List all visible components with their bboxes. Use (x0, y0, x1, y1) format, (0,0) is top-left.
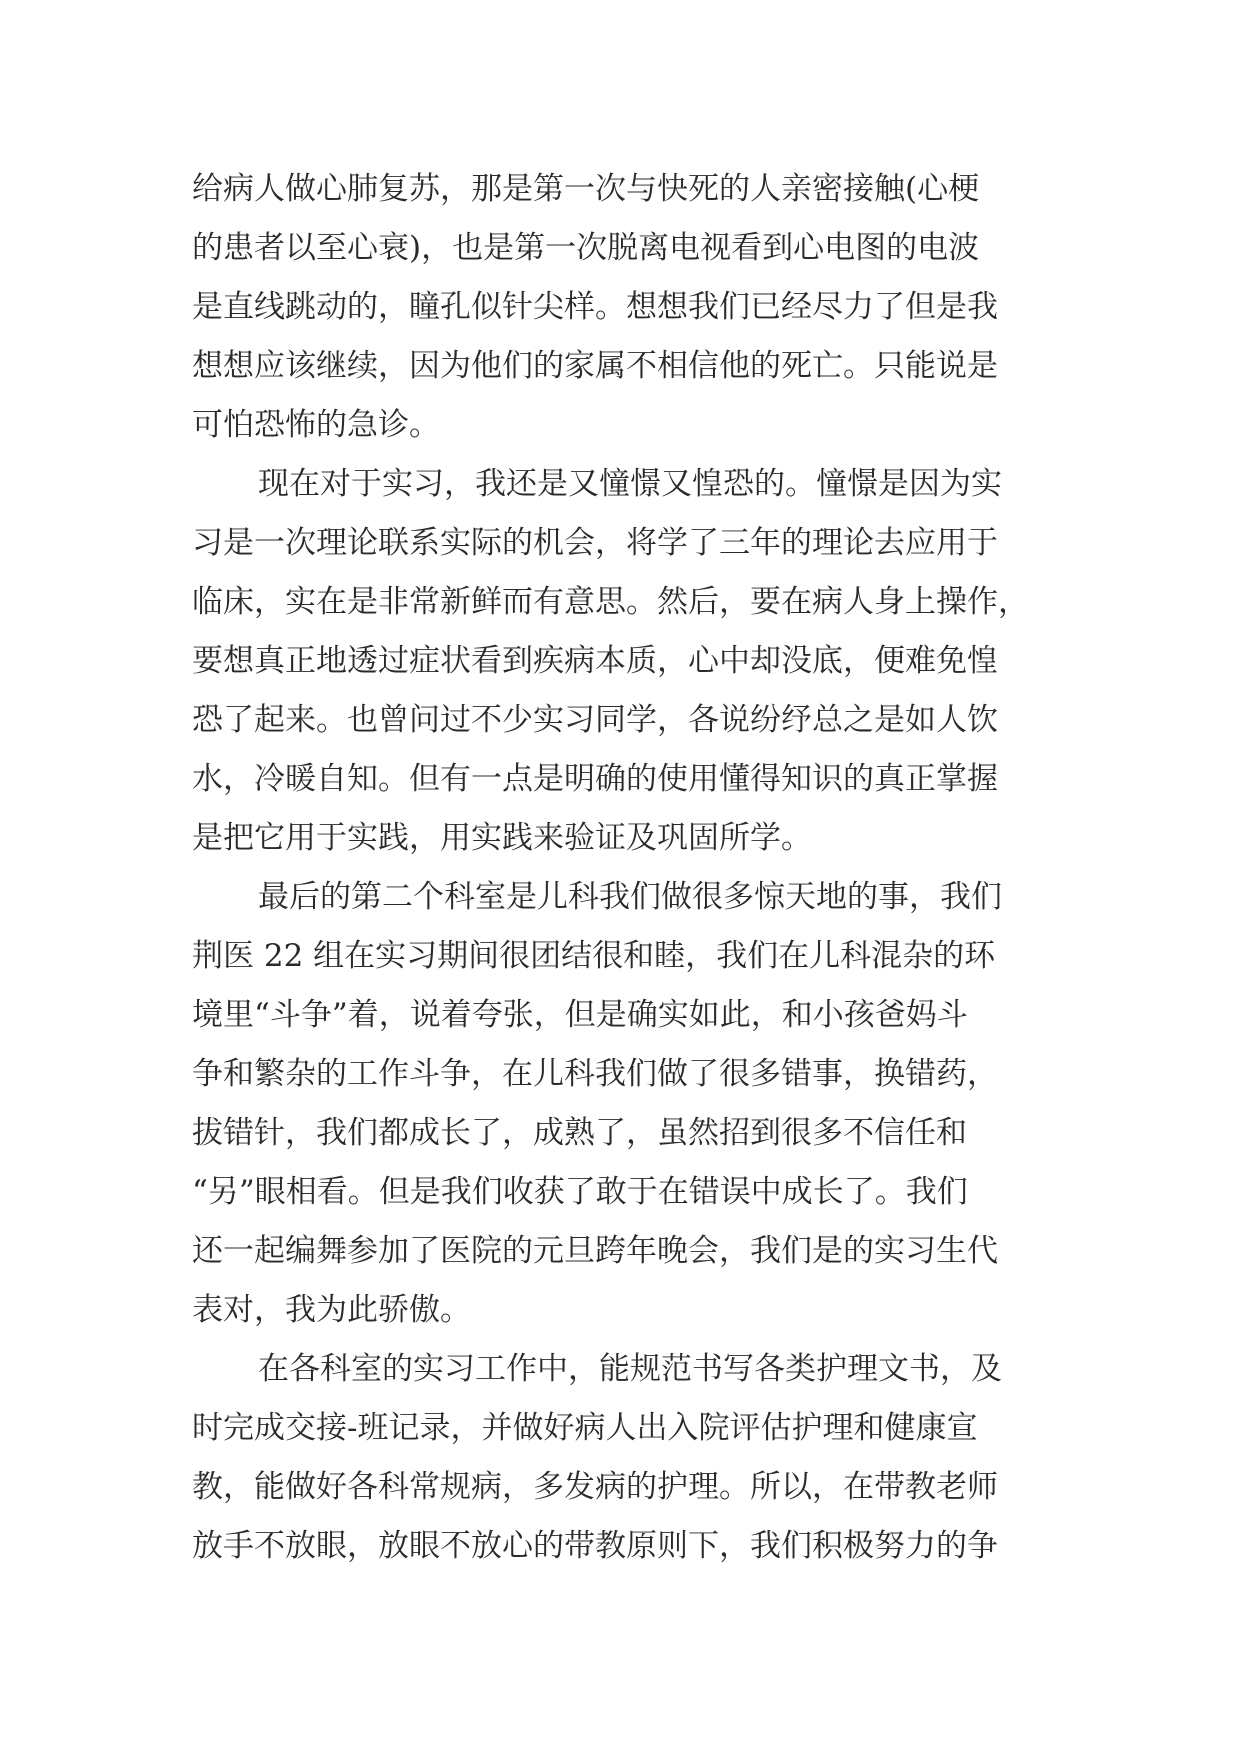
text-line: 争和繁杂的工作斗争，在儿科我们做了很多错事，换错药， (192, 1056, 998, 1092)
text-line: 是直线跳动的，瞳孔似针尖样。想想我们已经尽力了但是我 (192, 289, 998, 325)
text-line: 可怕恐怖的急诊。 (192, 407, 440, 443)
paragraph-4 (192, 1340, 1052, 1576)
paragraph-2 (192, 455, 1052, 868)
text-line: 还一起编舞参加了医院的元旦跨年晚会，我们是的实习生代 (192, 1233, 998, 1269)
text-line: 要想真正地透过症状看到疾病本质，心中却没底，便难免惶 (192, 643, 998, 679)
text-line: 的患者以至心衰)，也是第一次脱离电视看到心电图的电波 (192, 230, 980, 266)
document-body (192, 160, 1052, 1576)
text-line: “另”眼相看。但是我们收获了敢于在错误中成长了。我们 (192, 1174, 968, 1210)
text-line: 习是一次理论联系实际的机会，将学了三年的理论去应用于 (192, 525, 998, 561)
text-line: 荆医 22 组在实习期间很团结很和睦，我们在儿科混杂的环 (192, 938, 996, 974)
text-line: 想想应该继续，因为他们的家属不相信他的死亡。只能说是 (192, 348, 998, 384)
text-line: 现在对于实习，我还是又憧憬又惶恐的。憧憬是因为实 (258, 466, 1002, 502)
text-line: 给病人做心肺复苏，那是第一次与快死的人亲密接触(心梗 (192, 171, 980, 207)
text-line: 在各科室的实习工作中，能规范书写各类护理文书，及 (258, 1351, 1002, 1387)
text-line: 境里“斗争”着，说着夸张，但是确实如此，和小孩爸妈斗 (192, 997, 968, 1033)
text-line: 是把它用于实践，用实践来验证及巩固所学。 (192, 820, 812, 856)
text-line: 放手不放眼，放眼不放心的带教原则下，我们积极努力的争 (192, 1528, 998, 1564)
text-line: 表对，我为此骄傲。 (192, 1292, 471, 1328)
text-line: 时完成交接-班记录，并做好病人出入院评估护理和健康宣 (192, 1410, 978, 1446)
text-line: 水，冷暖自知。但有一点是明确的使用懂得知识的真正掌握 (192, 761, 998, 797)
text-line: 临床，实在是非常新鲜而有意思。然后，要在病人身上操作， (192, 584, 1029, 620)
text-line: 教，能做好各科常规病，多发病的护理。所以，在带教老师 (192, 1469, 998, 1505)
text-line: 最后的第二个科室是儿科我们做很多惊天地的事，我们 (258, 879, 1002, 915)
paragraph-3 (192, 868, 1052, 1340)
paragraph-1 (192, 160, 1052, 455)
text-line: 拔错针，我们都成长了，成熟了，虽然招到很多不信任和 (192, 1115, 967, 1151)
text-line: 恐了起来。也曾问过不少实习同学，各说纷纾总之是如人饮 (192, 702, 998, 738)
